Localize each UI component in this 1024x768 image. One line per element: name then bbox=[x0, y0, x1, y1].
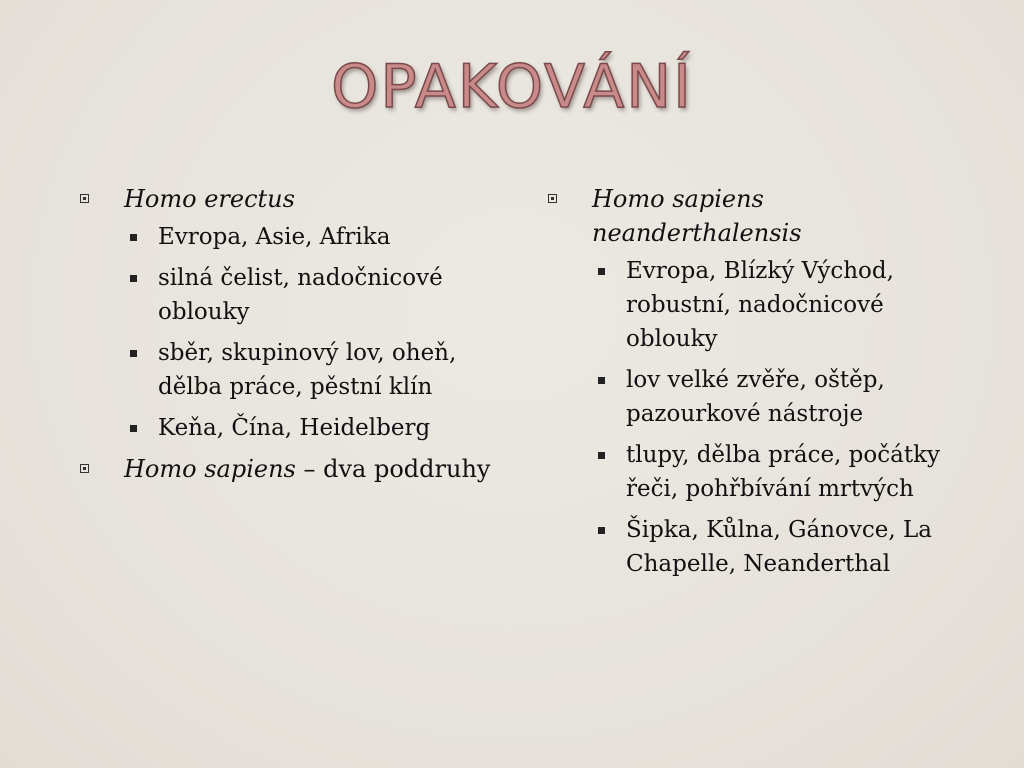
filled-square-bullet-icon bbox=[598, 452, 605, 459]
heading-homo-erectus: Homo erectus bbox=[124, 185, 295, 213]
boxed-square-bullet-icon bbox=[80, 194, 89, 203]
heading-homo-sapiens-suffix: – dva poddruhy bbox=[295, 455, 491, 483]
left-column bbox=[80, 182, 500, 490]
list-item: Evropa, Asie, Afrika bbox=[124, 220, 500, 254]
list-item: Evropa, Blízký Východ, robustní, nadočnicové oblouky bbox=[592, 254, 978, 356]
bullet-homo-sapiens bbox=[80, 452, 500, 486]
list-item: tlupy, dělba práce, počátky řeči, pohřbívání mrtvých bbox=[592, 438, 978, 506]
filled-square-bullet-icon bbox=[598, 377, 605, 384]
boxed-square-bullet-icon bbox=[80, 464, 89, 473]
filled-square-bullet-icon bbox=[130, 350, 137, 357]
slide-title: OPAKOVÁNÍ bbox=[331, 52, 693, 122]
list-item: lov velké zvěře, oštěp, pazourkové nástroje bbox=[592, 363, 978, 431]
heading-homo-sapiens: Homo sapiens bbox=[124, 455, 296, 483]
list-item: silná čelist, nadočnicové oblouky bbox=[124, 261, 500, 329]
filled-square-bullet-icon bbox=[130, 425, 137, 432]
boxed-square-bullet-icon bbox=[548, 194, 557, 203]
list-item: Keňa, Čína, Heidelberg bbox=[124, 411, 500, 445]
filled-square-bullet-icon bbox=[598, 527, 605, 534]
bullet-homo-sapiens-neanderthalensis bbox=[548, 182, 978, 250]
filled-square-bullet-icon bbox=[598, 268, 605, 275]
heading-neanderthalensis: Homo sapiens neanderthalensis bbox=[592, 185, 802, 247]
bullet-homo-erectus bbox=[80, 182, 500, 216]
right-column bbox=[548, 182, 978, 588]
neanderthalensis-sublist bbox=[548, 254, 978, 581]
homo-erectus-sublist bbox=[80, 220, 500, 445]
list-item: sběr, skupinový lov, oheň, dělba práce, pěstní klín bbox=[124, 336, 500, 404]
list-item: Šipka, Kůlna, Gánovce, La Chapelle, Neanderthal bbox=[592, 513, 978, 581]
filled-square-bullet-icon bbox=[130, 234, 137, 241]
filled-square-bullet-icon bbox=[130, 275, 137, 282]
